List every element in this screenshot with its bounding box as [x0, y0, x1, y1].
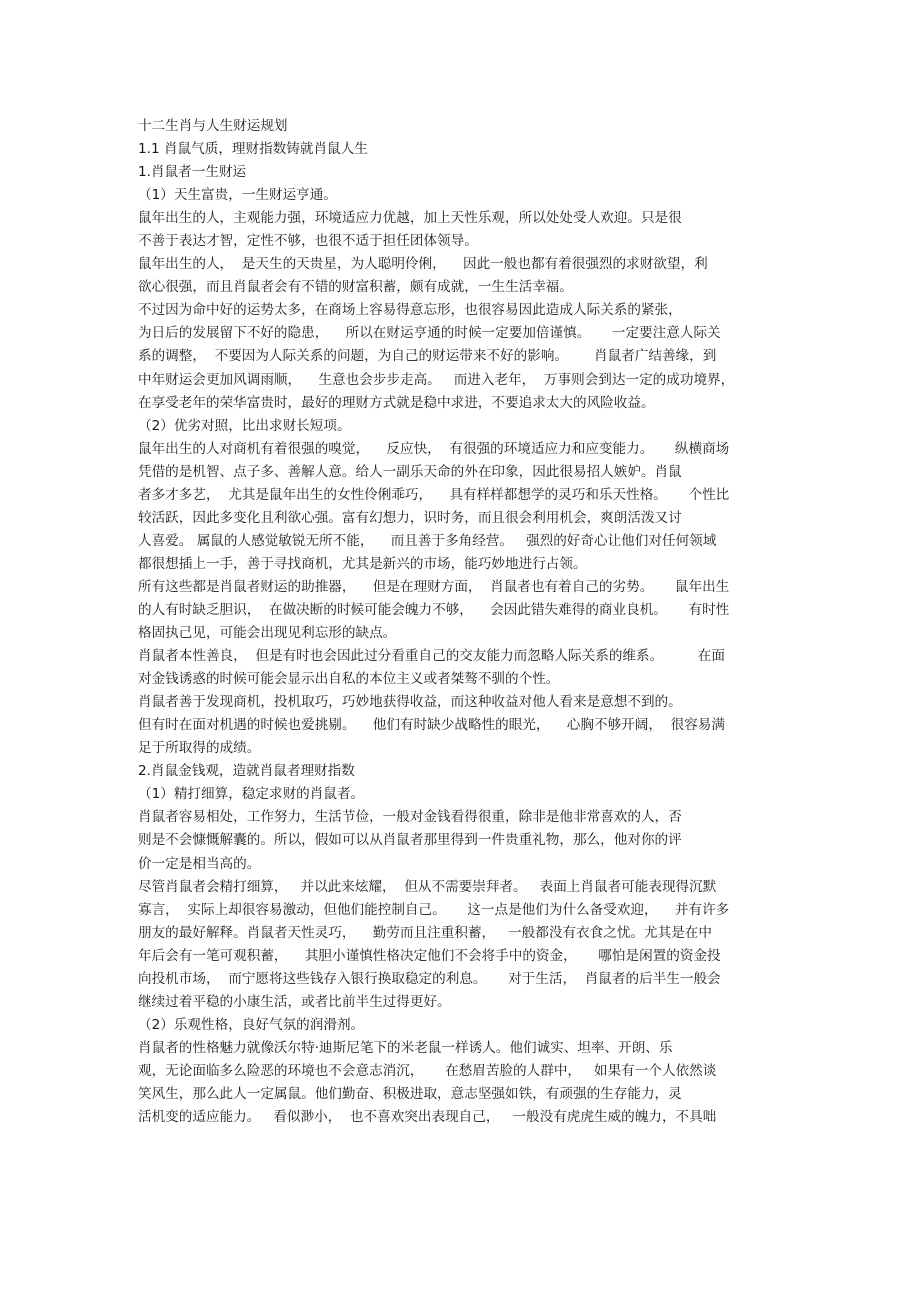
text-line: 继续过着平稳的小康生活，或者比前半生过得更好。 — [138, 993, 451, 1010]
text-line: 不过因为命中好的运势太多，在商场上容易得意忘形，也很容易因此造成人际关系的紧张， — [138, 302, 682, 319]
text-line: 年后会有一笔可观积蓄， 其胆小谨慎性格决定他们不会将手中的资金， 哪怕是闲置的资金投 — [138, 947, 721, 964]
text-line: 系的调整， 不要因为人际关系的问题，为自己的财运带来不好的影响。 肖鼠者广结善缘，到 — [138, 348, 717, 365]
text-line: （2）优劣对照，比出求财长短项。 — [138, 417, 351, 434]
text-line: 2.肖鼠金钱观，造就肖鼠者理财指数 — [138, 763, 355, 780]
text-line: 中年财运会更加风调雨顺， 生意也会步步走高。 而进入老年， 万事则会到达一定的成功境界， — [138, 371, 735, 388]
text-line: 欲心很强，而且肖鼠者会有不错的财富积蓄，颇有成就，一生生活幸福。 — [138, 279, 573, 296]
text-line: （1）精打细算，稳定求财的肖鼠者。 — [138, 786, 365, 803]
text-line: 不善于表达才智，定性不够，也很不适于担任团体领导。 — [138, 233, 478, 250]
document-title: 十二生肖与人生财运规划 — [138, 118, 288, 134]
text-line: 则是不会慷慨解囊的。所以，假如可以从肖鼠者那里得到一件贵重礼物，那么，他对你的评 — [138, 832, 682, 849]
text-line: 活机变的适应能力。 看似渺小， 也不喜欢突出表现自己， 一般没有虎虎生威的魄力，不具咄 — [138, 1109, 717, 1126]
text-line: 为日后的发展留下不好的隐患， 所以在财运亨通的时候一定要加倍谨慎。 一定要注意人际关 — [138, 325, 721, 342]
text-line: 格固执己见，可能会出现见利忘形的缺点。 — [138, 625, 397, 642]
document-body — [138, 115, 783, 1129]
text-line: 者多才多艺， 尤其是鼠年出生的女性伶俐乖巧， 具有样样都想学的灵巧和乐天性格。 个性比 — [138, 486, 730, 503]
text-line: 在享受老年的荣华富贵时，最好的理财方式就是稳中求进，不要追求太大的风险收益。 — [138, 394, 655, 411]
text-line: 鼠年出生的人， 是天生的天贵星，为人聪明伶俐， 因此一般也都有着很强烈的求财欲望，利 — [138, 256, 708, 273]
text-line: 足于所取得的成绩。 — [138, 740, 261, 757]
text-line: 1.肖鼠者一生财运 — [138, 164, 247, 181]
text-line: 都很想插上一手，善于寻找商机，尤其是新兴的市场，能巧妙地进行占领。 — [138, 555, 587, 572]
text-line: 向投机市场， 而宁愿将这些钱存入银行换取稳定的利息。 对于生活， 肖鼠者的后半生一般会 — [138, 970, 721, 987]
text-line: 对金钱诱惑的时候可能会显示出自私的本位主义或者桀骜不驯的个性。 — [138, 671, 560, 688]
text-line: 鼠年出生的人对商机有着很强的嗅觉， 反应快， 有很强的环境适应力和应变能力。 纵横商场 — [138, 440, 730, 457]
text-line: 凭借的是机智、点子多、善解人意。给人一副乐天命的外在印象，因此很易招人嫉妒。肖鼠 — [138, 463, 682, 480]
text-line: 肖鼠者善于发现商机，投机取巧，巧妙地获得收益，而这种收益对他人看来是意想不到的。 — [138, 694, 682, 711]
text-line: 朋友的最好解释。肖鼠者天性灵巧， 勤劳而且注重积蓄， 一般都没有衣食之忧。尤其是在中 — [138, 924, 712, 941]
text-line: 观，无论面临多么险恶的环境也不会意志消沉， 在愁眉苦脸的人群中， 如果有一个人依然谈 — [138, 1062, 717, 1079]
text-line: （1）天生富贵，一生财运亨通。 — [138, 187, 337, 204]
text-line: 价一定是相当高的。 — [138, 855, 261, 872]
text-line: 肖鼠者本性善良， 但是有时也会因此过分看重自己的交友能力而忽略人际关系的维系。 在面 — [138, 648, 725, 665]
text-line: 寡言， 实际上却很容易激动，但他们能控制自己。 这一点是他们为什么备受欢迎， 并有许多 — [138, 901, 730, 918]
text-line: 1.1 肖鼠气质，理财指数铸就肖鼠人生 — [138, 141, 368, 158]
text-line: 肖鼠者容易相处，工作努力，生活节俭，一般对金钱看得很重，除非是他非常喜欢的人，否 — [138, 809, 682, 826]
text-line: 人喜爱。 属鼠的人感觉敏锐无所不能， 而且善于多角经营。 强烈的好奇心让他们对任何领域 — [138, 532, 717, 549]
text-line: （2）乐观性格，良好气氛的润滑剂。 — [138, 1016, 365, 1033]
text-line: 较活跃，因此多变化且利欲心强。富有幻想力，识时务，而且很会利用机会，爽朗活泼又讨 — [138, 509, 682, 526]
text-line: 所有这些都是肖鼠者财运的助推器， 但是在理财方面， 肖鼠者也有着自己的劣势。 鼠年出生 — [138, 578, 730, 595]
text-line: 但有时在面对机遇的时候也爱挑剔。 他们有时缺少战略性的眼光， 心胸不够开阔， 很容易满 — [138, 717, 725, 734]
text-line: 的人有时缺乏胆识， 在做决断的时候可能会魄力不够， 会因此错失难得的商业良机。 有时性 — [138, 601, 730, 618]
text-line: 笑风生，那么此人一定属鼠。他们勤奋、积极进取，意志坚强如铁，有顽强的生存能力，灵 — [138, 1085, 682, 1102]
text-line: 肖鼠者的性格魅力就像沃尔特·迪斯尼笔下的米老鼠一样诱人。他们诚实、坦率、开朗、乐 — [138, 1039, 673, 1056]
text-line: 鼠年出生的人，主观能力强，环境适应力优越，加上天性乐观，所以处处受人欢迎。只是很 — [138, 210, 682, 227]
text-line: 尽管肖鼠者会精打细算， 并以此来炫耀， 但从不需要崇拜者。 表面上肖鼠者可能表现得沉默 — [138, 878, 717, 895]
